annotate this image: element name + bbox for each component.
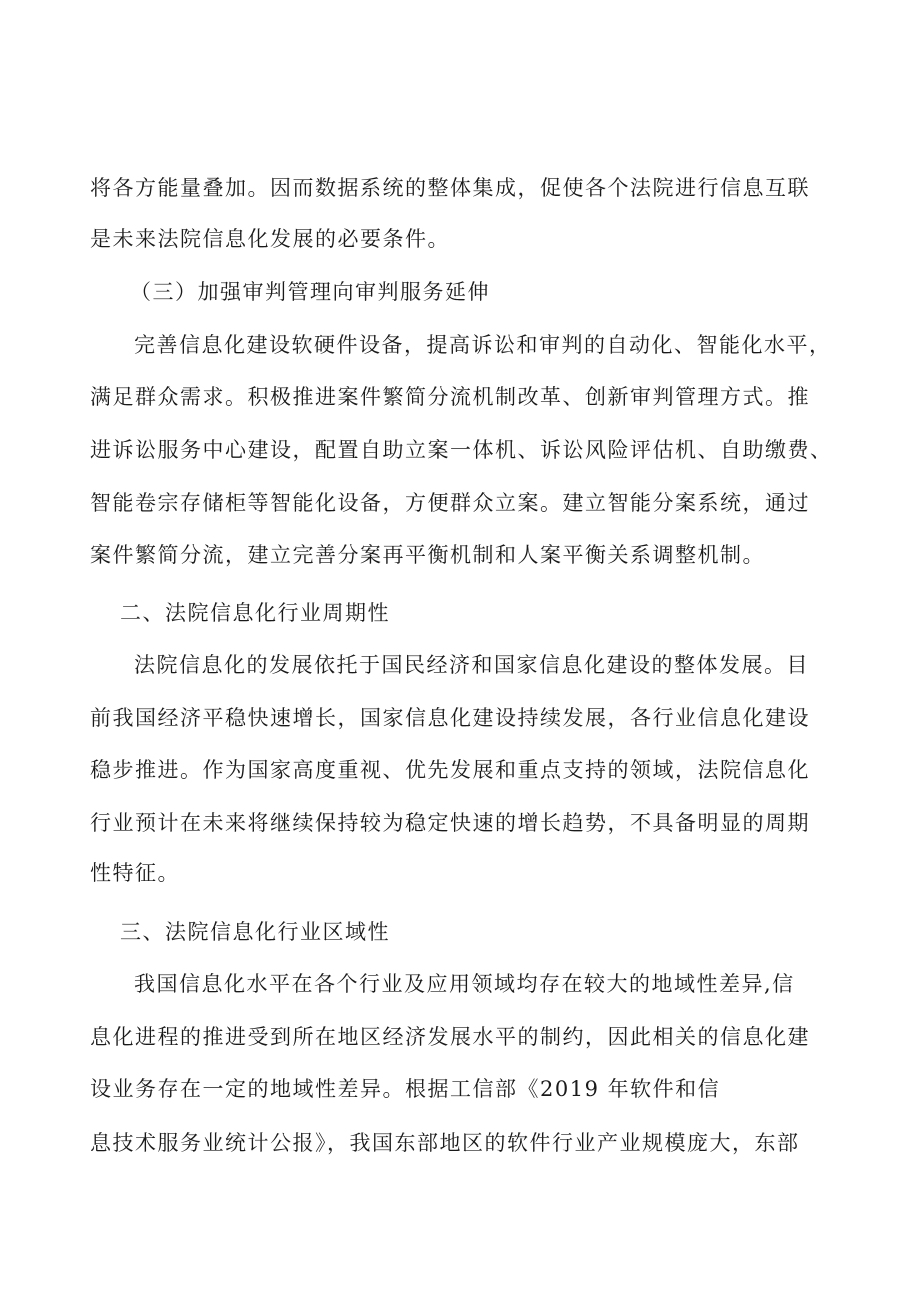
paragraph-line: 性特征。 bbox=[90, 861, 180, 885]
paragraph-line: 息化进程的推进受到所在地区经济发展水平的制约，因此相关的信息化建 bbox=[90, 1025, 810, 1049]
paragraph-line: 完善信息化建设软硬件设备，提高诉讼和审判的自动化、智能化水平， bbox=[134, 333, 832, 357]
subheading: （三）加强审判管理向审判服务延伸 bbox=[130, 280, 490, 304]
paragraph-line: 进诉讼服务中心建设，配置自助立案一体机、诉讼风险评估机、自助缴费、 bbox=[90, 438, 833, 462]
paragraph-line: 设业务存在一定的地域性差异。根据工信部《2019 年软件和信 bbox=[90, 1077, 721, 1101]
section-heading: 三、法院信息化行业区域性 bbox=[120, 920, 390, 944]
section-heading: 二、法院信息化行业周期性 bbox=[120, 601, 390, 625]
paragraph-line: 将各方能量叠加。因而数据系统的整体集成，促使各个法院进行信息互联 bbox=[90, 176, 810, 200]
paragraph-line: 息技术服务业统计公报》，我国东部地区的软件行业产业规模庞大，东部 bbox=[90, 1131, 800, 1155]
paragraph-line: 是未来法院信息化发展的必要条件。 bbox=[90, 227, 450, 251]
paragraph-line: 前我国经济平稳快速增长，国家信息化建设持续发展，各行业信息化建设 bbox=[90, 706, 810, 730]
paragraph-line: 行业预计在未来将继续保持较为稳定快速的增长趋势，不具备明显的周期 bbox=[90, 811, 810, 835]
paragraph-line: 满足群众需求。积极推进案件繁简分流机制改革、创新审判管理方式。推 bbox=[90, 385, 810, 409]
paragraph-line: 智能卷宗存储柜等智能化设备，方便群众立案。建立智能分案系统，通过 bbox=[90, 491, 810, 515]
paragraph-line: 法院信息化的发展依托于国民经济和国家信息化建设的整体发展。目 bbox=[134, 653, 809, 677]
paragraph-line: 我国信息化水平在各个行业及应用领域均存在较大的地域性差异,信 bbox=[134, 972, 795, 996]
paragraph-line: 稳步推进。作为国家高度重视、优先发展和重点支持的领域，法院信息化 bbox=[90, 758, 810, 782]
paragraph-line: 案件繁简分流，建立完善分案再平衡机制和人案平衡关系调整机制。 bbox=[90, 543, 765, 567]
